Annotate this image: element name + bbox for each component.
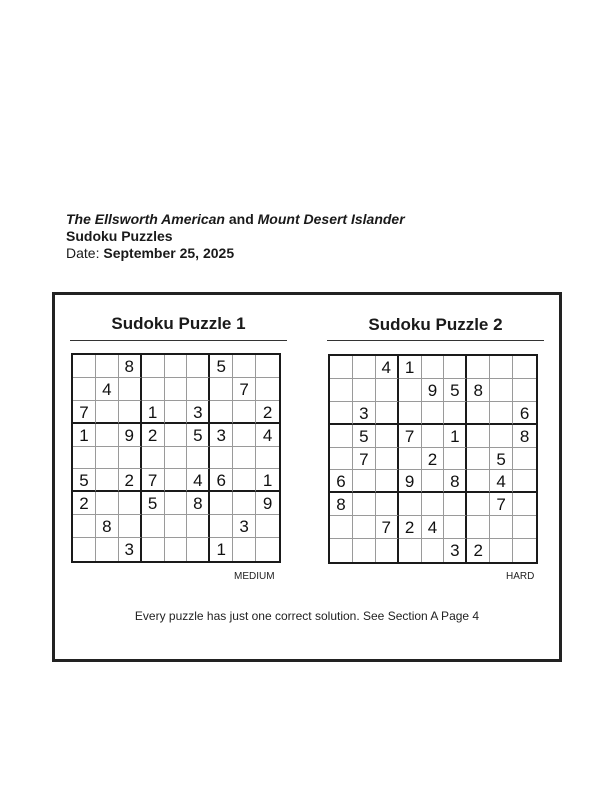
sudoku-cell: 5	[210, 355, 233, 378]
sudoku-cell	[376, 379, 399, 402]
sudoku-cell: 7	[353, 448, 376, 471]
sudoku-cell	[444, 493, 467, 516]
sudoku-cell	[142, 355, 165, 378]
sudoku-cell	[399, 402, 422, 425]
sudoku-cell	[210, 492, 233, 515]
sudoku-cell	[490, 516, 513, 539]
page-subtitle: Sudoku Puzzles	[66, 228, 173, 244]
sudoku-cell	[353, 356, 376, 379]
sudoku-cell: 5	[73, 469, 96, 492]
sudoku-cell	[119, 378, 142, 401]
sudoku-cell	[376, 425, 399, 448]
sudoku-cell: 5	[187, 424, 210, 447]
sudoku-cell	[376, 493, 399, 516]
sudoku-cell	[330, 356, 353, 379]
sudoku-cell	[399, 539, 422, 562]
puzzle-2-difficulty: HARD	[506, 571, 535, 582]
sudoku-cell	[330, 379, 353, 402]
sudoku-cell: 3	[353, 402, 376, 425]
sudoku-cell	[353, 379, 376, 402]
puzzle-1-difficulty: MEDIUM	[234, 571, 275, 582]
sudoku-cell: 4	[422, 516, 445, 539]
sudoku-cell: 3	[187, 401, 210, 424]
sudoku-cell	[422, 402, 445, 425]
sudoku-cell	[165, 469, 188, 492]
sudoku-cell	[165, 401, 188, 424]
sudoku-cell: 7	[399, 425, 422, 448]
sudoku-cell	[513, 539, 536, 562]
sudoku-cell	[353, 516, 376, 539]
sudoku-cell	[233, 424, 256, 447]
sudoku-cell: 1	[73, 424, 96, 447]
sudoku-cell	[376, 448, 399, 471]
sudoku-cell	[165, 355, 188, 378]
sudoku-cell	[233, 447, 256, 470]
sudoku-cell	[422, 493, 445, 516]
sudoku-cell	[330, 539, 353, 562]
sudoku-cell	[187, 378, 210, 401]
sudoku-cell	[376, 402, 399, 425]
sudoku-cell	[422, 470, 445, 493]
sudoku-cell	[513, 493, 536, 516]
sudoku-cell	[73, 538, 96, 561]
sudoku-cell: 5	[444, 379, 467, 402]
sudoku-cell	[187, 447, 210, 470]
sudoku-cell: 2	[256, 401, 279, 424]
sudoku-cell	[330, 425, 353, 448]
sudoku-cell: 2	[467, 539, 490, 562]
sudoku-cell	[376, 539, 399, 562]
sudoku-cell	[256, 538, 279, 561]
sudoku-cell: 1	[399, 356, 422, 379]
puzzle-1-title-rule	[70, 340, 287, 341]
sudoku-cell	[165, 378, 188, 401]
sudoku-cell: 2	[73, 492, 96, 515]
sudoku-cell	[96, 492, 119, 515]
sudoku-cell	[513, 448, 536, 471]
sudoku-cell: 3	[210, 424, 233, 447]
sudoku-cell	[467, 516, 490, 539]
sudoku-cell	[119, 401, 142, 424]
sudoku-cell	[73, 355, 96, 378]
sudoku-cell	[513, 470, 536, 493]
sudoku-cell	[399, 448, 422, 471]
sudoku-cell	[490, 539, 513, 562]
sudoku-cell	[96, 538, 119, 561]
sudoku-cell	[467, 448, 490, 471]
sudoku-cell	[513, 516, 536, 539]
sudoku-cell	[467, 356, 490, 379]
sudoku-cell	[210, 401, 233, 424]
date-value: September 25, 2025	[103, 245, 235, 261]
sudoku-cell: 4	[376, 356, 399, 379]
sudoku-cell	[353, 493, 376, 516]
sudoku-cell: 1	[256, 469, 279, 492]
sudoku-cell: 7	[233, 378, 256, 401]
sudoku-cell	[490, 425, 513, 448]
sudoku-cell: 3	[233, 515, 256, 538]
sudoku-cell: 2	[142, 424, 165, 447]
sudoku-cell	[119, 492, 142, 515]
sudoku-cell: 2	[119, 469, 142, 492]
sudoku-cell: 8	[467, 379, 490, 402]
sudoku-cell: 2	[399, 516, 422, 539]
sudoku-cell: 6	[513, 402, 536, 425]
date-label: Date:	[66, 245, 104, 261]
sudoku-cell	[376, 470, 399, 493]
sudoku-cell	[142, 515, 165, 538]
sudoku-cell	[256, 355, 279, 378]
sudoku-cell	[187, 538, 210, 561]
sudoku-cell	[119, 515, 142, 538]
sudoku-cell: 8	[330, 493, 353, 516]
sudoku-cell: 8	[119, 355, 142, 378]
sudoku-cell: 5	[142, 492, 165, 515]
sudoku-cell	[165, 515, 188, 538]
sudoku-cell	[142, 447, 165, 470]
sudoku-cell	[96, 355, 119, 378]
sudoku-cell	[96, 424, 119, 447]
sudoku-cell: 1	[444, 425, 467, 448]
sudoku-cell	[165, 424, 188, 447]
sudoku-cell	[467, 470, 490, 493]
sudoku-cell: 8	[187, 492, 210, 515]
sudoku-cell	[142, 538, 165, 561]
sudoku-cell	[330, 448, 353, 471]
sudoku-cell: 7	[73, 401, 96, 424]
sudoku-cell	[165, 538, 188, 561]
sudoku-cell	[399, 379, 422, 402]
sudoku-cell	[233, 492, 256, 515]
sudoku-cell: 7	[490, 493, 513, 516]
sudoku-cell: 4	[490, 470, 513, 493]
sudoku-cell	[490, 379, 513, 402]
sudoku-cell: 1	[142, 401, 165, 424]
sudoku-cell	[233, 469, 256, 492]
sudoku-cell: 3	[119, 538, 142, 561]
sudoku-cell	[142, 378, 165, 401]
sudoku-cell	[256, 447, 279, 470]
page-header	[66, 211, 405, 262]
footer-note: Every puzzle has just one correct solution. See Section A Page 4	[134, 609, 480, 623]
puzzle-2-title: Sudoku Puzzle 2	[368, 315, 503, 334]
puzzle-1-grid	[71, 353, 281, 563]
newspaper-name-1: The Ellsworth American	[66, 211, 225, 227]
sudoku-cell	[330, 516, 353, 539]
sudoku-cell	[233, 355, 256, 378]
sudoku-cell: 9	[256, 492, 279, 515]
sudoku-cell	[96, 447, 119, 470]
sudoku-cell	[210, 378, 233, 401]
puzzle-2-grid	[328, 354, 538, 564]
sudoku-cell	[353, 470, 376, 493]
sudoku-cell: 9	[399, 470, 422, 493]
newspaper-name-2: Mount Desert Islander	[257, 211, 405, 227]
sudoku-cell: 3	[444, 539, 467, 562]
sudoku-cell	[330, 402, 353, 425]
sudoku-cell	[119, 447, 142, 470]
sudoku-cell: 4	[187, 469, 210, 492]
puzzle-1-title: Sudoku Puzzle 1	[111, 314, 246, 333]
puzzle-2-title-rule	[327, 340, 544, 341]
sudoku-cell	[444, 356, 467, 379]
sudoku-cell: 9	[422, 379, 445, 402]
sudoku-cell	[444, 448, 467, 471]
sudoku-cell	[96, 401, 119, 424]
sudoku-cell	[256, 378, 279, 401]
sudoku-cell	[467, 493, 490, 516]
and-text: and	[224, 211, 258, 227]
sudoku-cell: 4	[96, 378, 119, 401]
sudoku-cell: 5	[490, 448, 513, 471]
sudoku-cell: 8	[513, 425, 536, 448]
newspaper-names	[66, 211, 405, 228]
sudoku-cell	[467, 425, 490, 448]
sudoku-cell: 4	[256, 424, 279, 447]
sudoku-cell	[513, 379, 536, 402]
sudoku-cell: 5	[353, 425, 376, 448]
sudoku-cell	[399, 493, 422, 516]
sudoku-cell	[73, 447, 96, 470]
sudoku-cell	[467, 402, 490, 425]
sudoku-cell	[444, 516, 467, 539]
sudoku-cell: 7	[142, 469, 165, 492]
sudoku-cell	[187, 515, 210, 538]
sudoku-cell	[490, 402, 513, 425]
sudoku-cell	[96, 469, 119, 492]
sudoku-cell	[165, 492, 188, 515]
sudoku-cell	[233, 401, 256, 424]
sudoku-cell	[444, 402, 467, 425]
sudoku-cell	[165, 447, 188, 470]
sudoku-cell	[233, 538, 256, 561]
sudoku-cell	[490, 356, 513, 379]
sudoku-cell	[210, 515, 233, 538]
sudoku-cell	[73, 515, 96, 538]
sudoku-cell: 6	[330, 470, 353, 493]
sudoku-cell	[210, 447, 233, 470]
sudoku-cell	[353, 539, 376, 562]
sudoku-cell: 2	[422, 448, 445, 471]
sudoku-cell	[422, 425, 445, 448]
sudoku-cell	[256, 515, 279, 538]
sudoku-cell	[187, 355, 210, 378]
sudoku-cell: 8	[96, 515, 119, 538]
sudoku-cell: 9	[119, 424, 142, 447]
sudoku-cell	[73, 378, 96, 401]
sudoku-cell: 8	[444, 470, 467, 493]
sudoku-cell: 1	[210, 538, 233, 561]
date-line	[66, 245, 405, 262]
sudoku-cell	[422, 539, 445, 562]
sudoku-cell: 7	[376, 516, 399, 539]
sudoku-cell: 6	[210, 469, 233, 492]
sudoku-cell	[422, 356, 445, 379]
sudoku-cell	[513, 356, 536, 379]
